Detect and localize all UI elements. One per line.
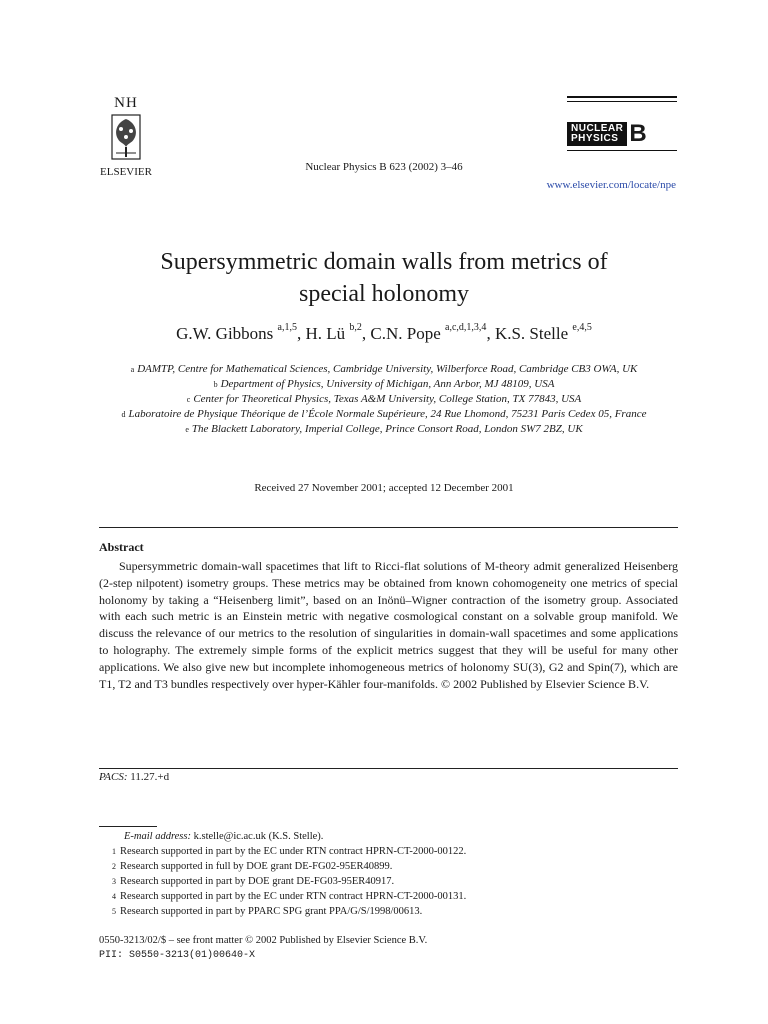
abstract-top-rule [99, 527, 678, 528]
affiliation-mark: e [185, 425, 189, 434]
affiliation-item [110, 407, 658, 422]
abstract-bottom-rule [99, 768, 678, 769]
logo-rule-bottom [567, 150, 677, 151]
footnote-item [112, 844, 466, 859]
footnote-text: Research supported in full by DOE grant DE-FG02-95ER40899. [120, 861, 393, 872]
logo-rule-top [567, 96, 677, 98]
abstract-heading: Abstract [99, 540, 144, 554]
footnote-item [112, 859, 466, 874]
author-list [0, 324, 768, 344]
footnote-mark: 2 [112, 862, 116, 871]
author-affil-marks: e,4,5 [572, 322, 592, 333]
logo-nuclear-text: NUCLEAR [571, 123, 624, 134]
footnote-email-text[interactable]: k.stelle@ic.ac.uk (K.S. Stelle). [193, 831, 324, 842]
affiliation-text: Department of Physics, University of Michigan, Ann Arbor, MJ 48109, USA [220, 378, 555, 390]
affiliation-mark: b [213, 380, 218, 389]
author-separator: , [361, 324, 371, 343]
author-separator: , [297, 324, 306, 343]
nuclear-physics-b-logo [567, 96, 677, 151]
author-affil-marks: a,c,d,1,3,4 [445, 322, 487, 333]
journal-url-link[interactable]: www.elsevier.com/locate/npe [546, 179, 676, 191]
article-title [90, 246, 678, 310]
pacs-line [99, 771, 169, 783]
copyright-line: 0550-3213/02/$ – see front matter © 2002 Published by Elsevier Science B.V. [99, 935, 428, 946]
pii-line: PII: S0550-3213(01)00640-X [99, 950, 256, 961]
footnote-mark: 1 [112, 847, 116, 856]
footnotes [112, 829, 466, 919]
affiliation-text: DAMTP, Centre for Mathematical Sciences, Cambridge University, Wilberforce Road, Cambridge CB3 OWA, UK [137, 363, 638, 375]
affiliation-item [110, 422, 658, 437]
elsevier-tree-emblem-icon [106, 113, 146, 163]
footnote-item [112, 904, 466, 919]
footnote-email [112, 829, 466, 844]
footnote-item [112, 889, 466, 904]
logo-physics-text: PHYSICS [571, 133, 619, 144]
publisher-name: ELSEVIER [100, 166, 152, 178]
journal-reference: Nuclear Physics B 623 (2002) 3–46 [305, 161, 463, 173]
footnote-mark: 5 [112, 907, 116, 916]
abstract-text: Supersymmetric domain-wall spacetimes that lift to Ricci-flat solutions of M-theory admit generalized Heisenberg (2-step nilpotent) isometry groups. These metrics may be obtained from known cohomogeneity one metrics of special holonomy by taking a “Heisenberg limit”, based on an Inönü–Wigner contraction of the isometry group. Associated with each such metric is an Einstein metric with negative cosmological constant on a solvable group manifold. We discuss the relevance of our metrics to the resolution of singularities in domain-wall spacetimes and some applications to holography. The extremely simple forms of the explicit metrics suggest that they will be useful for many other applications. We also give new but incomplete inhomogeneous metrics of holonomy SU(3), G2 and Spin(7), which are T1, T2 and T3 bundles respectively over hyper-Kähler four-manifolds. © 2002 Published by Elsevier Science B.V. [99, 559, 678, 691]
title-line-2: special holonomy [299, 281, 469, 307]
footnote-rule [99, 826, 157, 827]
footnote-text: Research supported in part by the EC under RTN contract HPRN-CT-2000-00131. [120, 891, 467, 902]
author-name[interactable]: K.S. Stelle [494, 324, 569, 343]
received-dates: Received 27 November 2001; accepted 12 December 2001 [254, 482, 514, 494]
affiliation-text: Center for Theoretical Physics, Texas A&M University, College Station, TX 77843, USA [193, 393, 582, 405]
author-name[interactable]: H. Lü [305, 324, 346, 343]
title-line-1: Supersymmetric domain walls from metrics of [160, 249, 608, 275]
affiliation-mark: d [121, 410, 126, 419]
affiliation-text: The Blackett Laboratory, Imperial College, Prince Consort Road, London SW7 2BZ, UK [191, 423, 583, 435]
footnote-item [112, 874, 466, 889]
pacs-label: PACS: [99, 771, 128, 783]
pacs-value: 11.27.+d [130, 771, 170, 783]
affiliation-mark: a [130, 365, 135, 374]
affiliation-mark: c [186, 395, 191, 404]
affiliations [110, 362, 658, 437]
affiliation-item [110, 362, 658, 377]
affiliation-item [110, 377, 658, 392]
author-affil-marks: a,1,5 [277, 322, 297, 333]
logo-text-block [567, 122, 627, 146]
affiliation-text: Laboratoire de Physique Théorique de l’École Normale Supérieure, 24 Rue Lhomond, 75231 Paris Cedex 05, France [128, 408, 647, 420]
nh-logo-text: NH [114, 95, 138, 111]
footnote-text: Research supported in part by the EC under RTN contract HPRN-CT-2000-00122. [120, 846, 467, 857]
author-separator: , [486, 324, 495, 343]
logo-rule-second [567, 101, 677, 102]
footnote-mark: 3 [112, 877, 116, 886]
author-affil-marks: b,2 [349, 322, 362, 333]
logo-b-letter: B [629, 120, 647, 147]
footnote-text: Research supported in part by PPARC SPG grant PPA/G/S/1998/00613. [120, 906, 423, 917]
affiliation-item [110, 392, 658, 407]
author-name[interactable]: G.W. Gibbons [176, 324, 274, 343]
footnote-text: Research supported in part by DOE grant DE-FG03-95ER40917. [120, 876, 395, 887]
footnote-email-label: E-mail address: [124, 831, 191, 842]
author-name[interactable]: C.N. Pope [370, 324, 441, 343]
footnote-mark: 4 [112, 892, 116, 901]
